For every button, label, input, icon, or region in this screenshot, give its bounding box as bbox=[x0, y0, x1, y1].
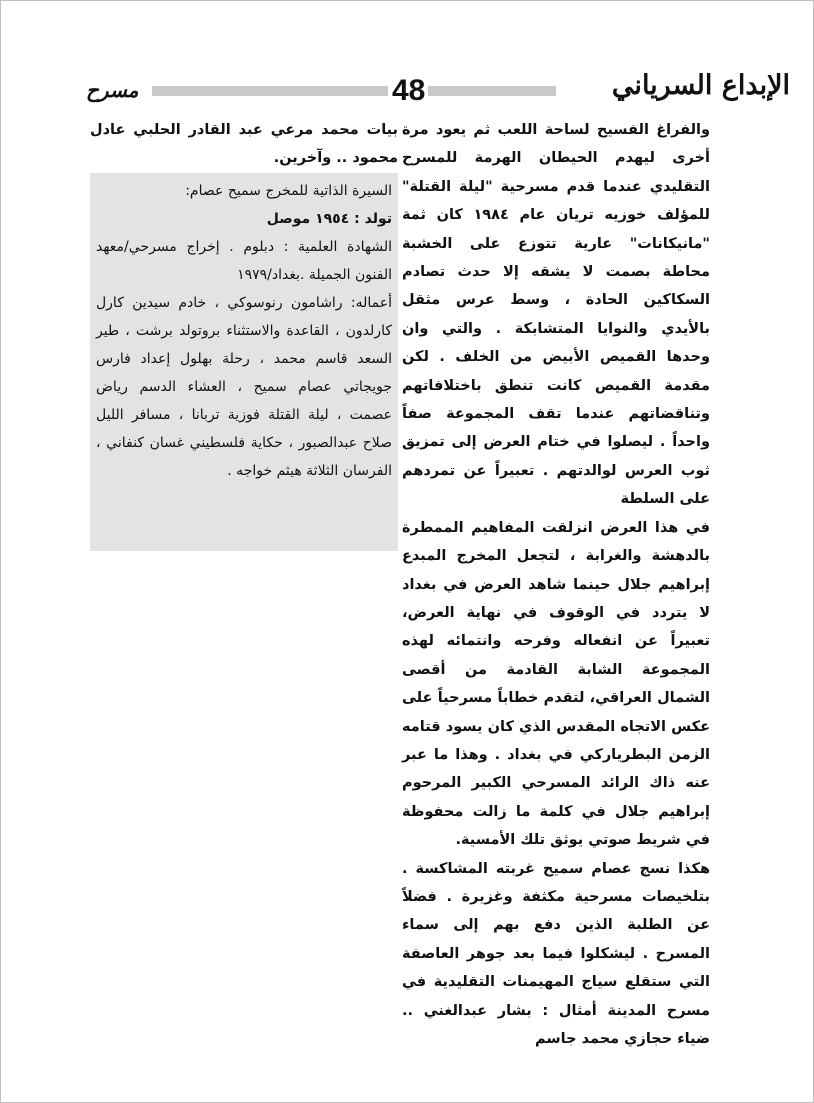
bio-sidebar bbox=[90, 173, 398, 551]
article-column-right bbox=[402, 116, 710, 1053]
article-paragraph-2: في هذا العرض انزلقت المفاهيم الممطرة بالدهشة والغرابة ، لتجعل المخرج المبدع إبراهيم جلال حينما شاهد العرض في بغداد لا يتردد في الوقوف في نهاية العرض، تعبيراً عن انفعاله وفرحه وانتمائه لهذه المجموعة الشابة القادمة من أقصى الشمال العراقي، لتقدم خطاباً مسرحياً على عكس الاتجاه المقدس الذي كان يسود قتامه الزمن البطرياركي في بغداد . وهذا ما عبر عنه ذاك الرائد المسرحي الكبير المرحوم إبراهيم جلال في كلمة ما زالت محفوظة في شريط صوتي يوثق تلك الأمسية. bbox=[402, 519, 710, 849]
bio-works: أعماله: راشامون رنوسوكي ، خادم سيدين كارل كارلدون ، القاعدة والاستثناء بروتولد برشت ، طير السعد قاسم محمد ، رحلة بهلول إعداد فارس جويجاتي عصام سميح ، العشاء الدسم رياض عصمت ، ليلة القتلة فوزية تربانا ، مسافر الليل صلاح عبدالصبور ، حكاية فلسطيني غسان كنفاني ، الفرسان الثلاثة هيثم خواجه . bbox=[96, 295, 392, 479]
bio-degree: الشهادة العلمية : دبلوم . إخراج مسرحي/معهد الفنون الجميلة .بغداد/١٩٧٩ bbox=[96, 239, 392, 283]
bio-title: السيرة الذاتية للمخرج سميح عصام: bbox=[185, 183, 392, 199]
section-name: مسرح bbox=[86, 78, 139, 102]
article-paragraph-3: هكذا نسج عصام سميح غربته المشاكسة . بتلخيصات مسرحية مكثفة وغزيرة . فضلاً عن الطلبة الذين دفع بهم إلى سماء المسرح . ليشكلوا فيما بعد جوهر العاصفة التي ستقلع سياج المهيمنات التقليدية في مسرح المدينة أمثال : بشار عبدالغني .. ضياء حجازي محمد جاسم bbox=[402, 860, 710, 1047]
header-rule-right bbox=[428, 86, 556, 96]
magazine-title: الإبداع السرياني bbox=[611, 70, 790, 101]
page-number: 48 bbox=[392, 74, 426, 107]
article-paragraph-1: والفراغ الفسيح لساحة اللعب ثم يعود مرة أخرى ليهدم الحيطان الهرمة للمسرح التقليدي عندما قدم مسرحية "ليلة القتلة" للمؤلف خوزيه تريان عام ١٩٨٤ كان ثمة "مانيكانات" عارية تتوزع على الخشبة محاطة بصمت لا يشقه إلا حدث تصادم السكاكين الحادة ، وسط عرس مثقل بالأيدي والنوايا المتشابكة . والتي وان وحدها القميص الأبيض من الخلف . لكن مقدمة القميص كانت تنطق باختلافاتهم وتناقضاتهم عندما تقف المجموعة صفاً واحداً . ليصلوا في ختام العرض إلى تمزيق ثوب العرس لوالدتهم . تعبيراً عن تمردهم على السلطة bbox=[402, 122, 710, 508]
header-rule-left bbox=[152, 86, 388, 96]
bio-born: تولد : ١٩٥٤ موصل bbox=[266, 211, 392, 227]
article-continuation: بيات محمد مرعي عبد القادر الحلبي عادل محمود .. وآخرين. bbox=[90, 122, 398, 166]
